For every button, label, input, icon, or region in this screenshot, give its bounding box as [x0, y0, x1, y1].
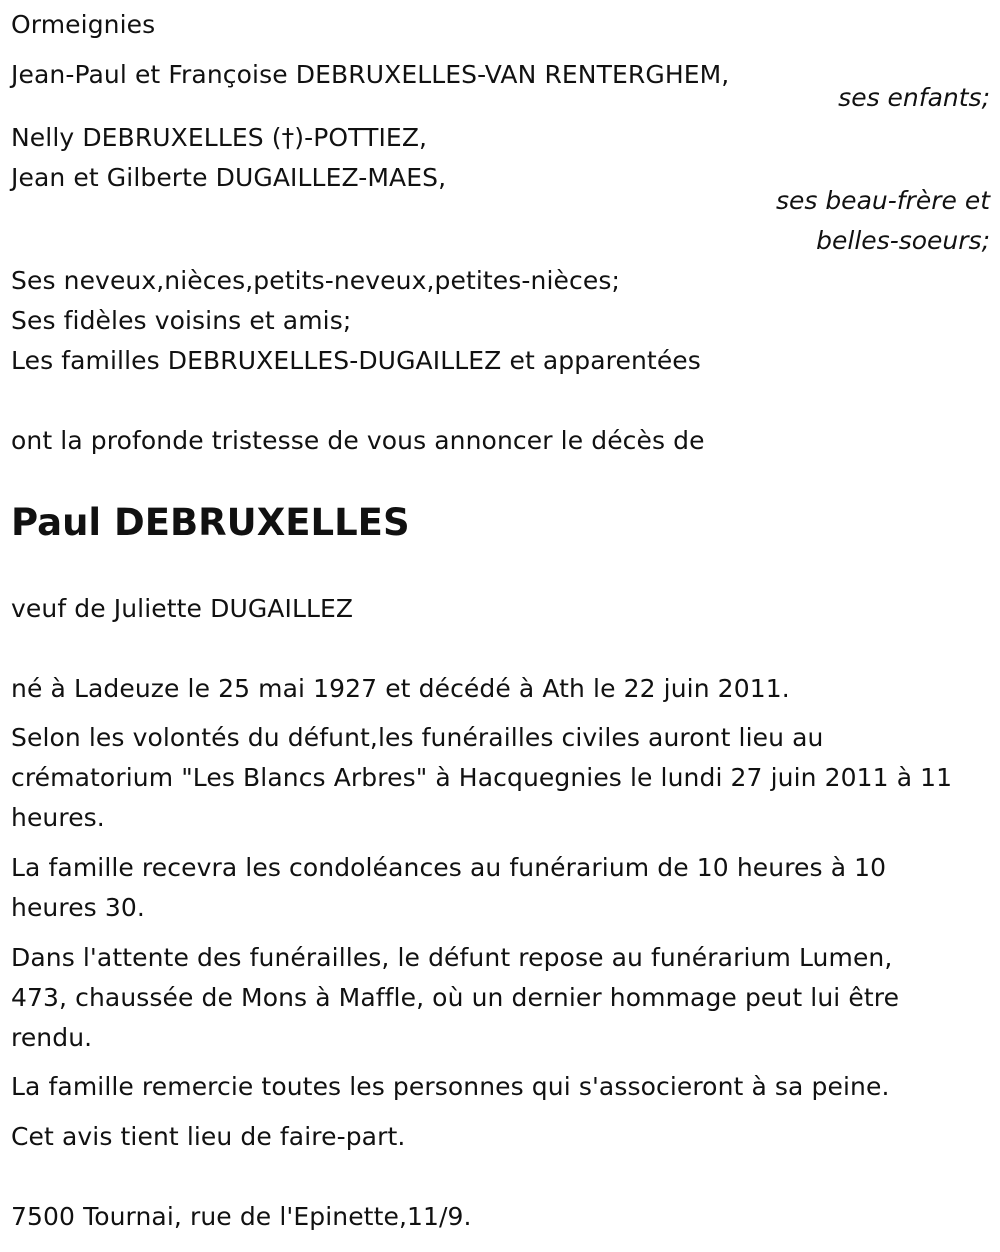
sibling-in-law-name-1: Nelly DEBRUXELLES (†)-POTTIEZ,	[11, 123, 428, 152]
announcement-intro: ont la profonde tristesse de vous annoncer le décès de	[11, 426, 705, 455]
deceased-name: Paul DEBRUXELLES	[11, 501, 410, 544]
condolences-line-1: La famille recevra les condoléances au funérarium de 10 heures à 10	[11, 853, 887, 882]
address-line: 7500 Tournai, rue de l'Epinette,11/9.	[11, 1202, 472, 1231]
widower-of: veuf de Juliette DUGAILLEZ	[11, 594, 354, 623]
repose-line-2: 473, chaussée de Mons à Maffle, où un dernier hommage peut lui être	[11, 983, 900, 1012]
funeral-line-1: Selon les volontés du défunt,les funérailles civiles auront lieu au	[11, 723, 824, 752]
condolences-line-2: heures 30.	[11, 893, 145, 922]
relatives-line: Ses neveux,nièces,petits-neveux,petites-nièces;	[11, 266, 620, 295]
funeral-line-3: heures.	[11, 803, 105, 832]
repose-line-1: Dans l'attente des funérailles, le défunt repose au funérarium Lumen,	[11, 943, 893, 972]
repose-line-3: rendu.	[11, 1023, 93, 1052]
notice-line: Cet avis tient lieu de faire-part.	[11, 1122, 406, 1151]
funeral-line-2: crématorium "Les Blancs Arbres" à Hacquegnies le lundi 27 juin 2011 à 11	[11, 763, 953, 792]
families-line: Les familles DEBRUXELLES-DUGAILLEZ et apparentées	[11, 346, 701, 375]
sibling-in-law-role-1: ses beau-frère et	[775, 186, 990, 215]
sibling-in-law-name-2: Jean et Gilberte DUGAILLEZ-MAES,	[11, 163, 447, 192]
thanks-line: La famille remercie toutes les personnes qui s'associeront à sa peine.	[11, 1072, 890, 1101]
children-role: ses enfants;	[838, 83, 990, 112]
friends-line: Ses fidèles voisins et amis;	[11, 306, 352, 335]
children-names: Jean-Paul et Françoise DEBRUXELLES-VAN RENTERGHEM,	[11, 60, 730, 89]
sibling-in-law-role-2: belles-soeurs;	[816, 226, 990, 255]
birth-death-line: né à Ladeuze le 25 mai 1927 et décédé à Ath le 22 juin 2011.	[11, 674, 790, 703]
location-heading: Ormeignies	[11, 10, 156, 39]
